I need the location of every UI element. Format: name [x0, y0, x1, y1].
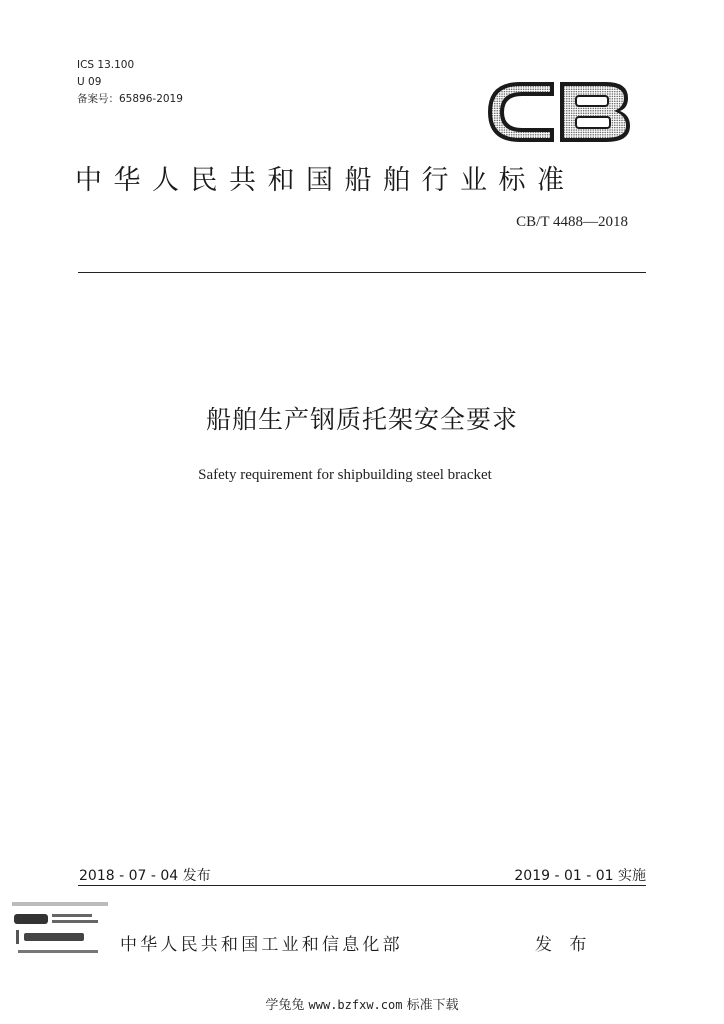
standard-code: CB/T 4488—2018 [516, 214, 628, 230]
cb-logo [484, 76, 632, 148]
filing-number: 备案号：65896-2019 [77, 93, 183, 105]
watermark-left-text: 学兔兔 [265, 998, 305, 1013]
issue-date: 2018 - 07 - 04 发布 [79, 868, 211, 884]
document-title-english: Safety requirement for shipbuilding steel bracket [198, 467, 492, 483]
publish-label: 发 布 [535, 935, 593, 955]
issuing-authority: 中华人民共和国工业和信息化部 [120, 935, 403, 955]
document-title-chinese: 船舶生产钢质托架安全要求 [205, 405, 518, 434]
bottom-divider [78, 885, 646, 886]
top-divider [78, 272, 646, 273]
effective-date: 2019 - 01 - 01 实施 [514, 868, 646, 884]
watermark-footer [0, 994, 724, 1013]
watermark-right-text: 标准下载 [406, 998, 459, 1013]
standard-type-heading: 中华人民共和国船舶行业标准 [75, 165, 576, 196]
ics-code: ICS 13.100 [77, 59, 135, 71]
classification-block [77, 57, 183, 108]
watermark-site[interactable]: www.bzfxw.com [308, 998, 403, 1012]
distribution-stamp-icon [10, 900, 110, 962]
ccs-code: U 09 [77, 76, 102, 88]
